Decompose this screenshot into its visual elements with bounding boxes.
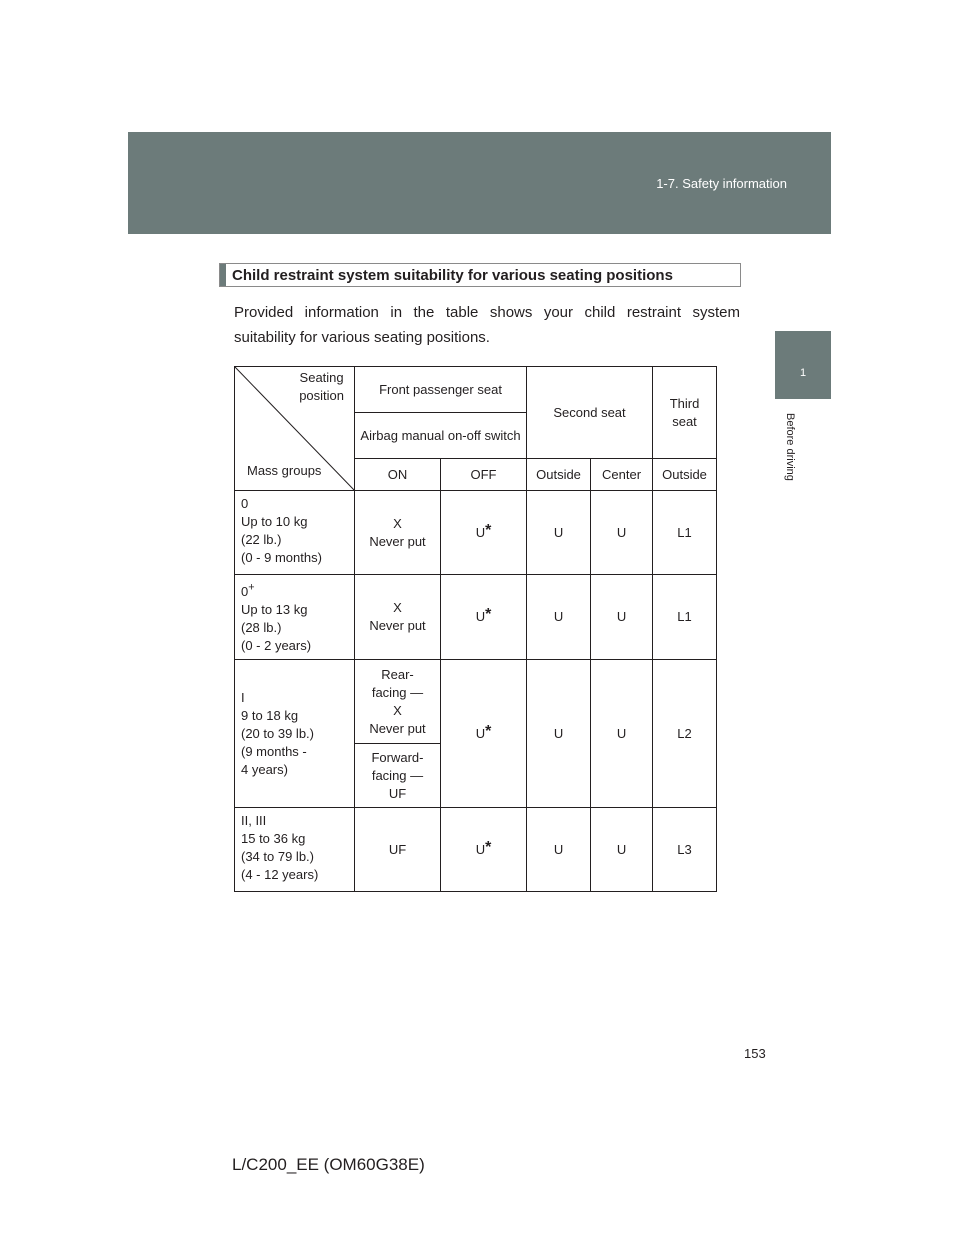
corner-header-cell bbox=[235, 367, 355, 491]
off-cell bbox=[441, 808, 527, 892]
document-code: L/C200_EE (OM60G38E) bbox=[232, 1155, 425, 1174]
mass-groups-label: Mass groups bbox=[247, 463, 322, 478]
second-outside-cell: U bbox=[527, 575, 591, 660]
off-value: U bbox=[475, 609, 486, 625]
mass-group-cell bbox=[235, 575, 355, 660]
chapter-number: 1 bbox=[799, 367, 807, 379]
mass-group-label: 0+ bbox=[241, 582, 255, 600]
mass-line: (4 - 12 years) bbox=[241, 867, 319, 883]
chapter-label: Before driving bbox=[784, 413, 796, 481]
mass-line: Up to 13 kg bbox=[241, 602, 308, 618]
chapter-tab bbox=[775, 331, 831, 399]
on-line: Rear- bbox=[381, 666, 414, 682]
off-cell bbox=[441, 660, 527, 808]
on-forward-facing-cell bbox=[355, 744, 441, 808]
mass-line: (0 - 9 months) bbox=[241, 550, 322, 565]
on-line: facing — bbox=[371, 767, 424, 783]
suitability-table bbox=[234, 366, 717, 892]
mass-group-cell bbox=[235, 491, 355, 575]
second-center-cell: U bbox=[591, 808, 653, 892]
second-center-cell: U bbox=[591, 575, 653, 660]
second-center-cell: U bbox=[591, 491, 653, 575]
mass-line: (9 months - bbox=[241, 743, 307, 759]
mass-line: (20 to 39 lb.) bbox=[241, 725, 314, 741]
mass-line: (22 lb.) bbox=[241, 532, 282, 547]
on-line: X bbox=[393, 515, 402, 531]
on-rear-facing-cell bbox=[355, 660, 441, 744]
off-cell bbox=[441, 575, 527, 660]
mass-line: 9 to 18 kg bbox=[241, 707, 299, 723]
third-cell: L2 bbox=[653, 660, 717, 808]
section-title: 1-7. Safety information bbox=[656, 176, 787, 191]
superscript-plus: + bbox=[248, 582, 255, 594]
table-row bbox=[235, 808, 717, 892]
on-line: UF bbox=[388, 785, 407, 801]
off-value: U bbox=[475, 841, 486, 857]
sub-header-off: OFF bbox=[441, 459, 527, 491]
footnote-star: * bbox=[485, 722, 492, 740]
third-cell: L1 bbox=[653, 575, 717, 660]
on-line: Never put bbox=[369, 533, 426, 549]
footnote-star: * bbox=[485, 838, 492, 856]
mass-line: 4 years) bbox=[241, 761, 288, 777]
sub-header-outside: Outside bbox=[527, 459, 591, 491]
seating-label-line: Seating bbox=[299, 370, 344, 385]
second-seat-header: Second seat bbox=[527, 367, 653, 459]
off-value: U bbox=[475, 725, 486, 741]
heading-accent-bar bbox=[220, 264, 226, 286]
on-line: Never put bbox=[369, 618, 426, 634]
sub-header-third-outside: Outside bbox=[653, 459, 717, 491]
seating-position-label bbox=[299, 369, 344, 405]
mass-line: 0 bbox=[241, 496, 249, 511]
mass-line: I bbox=[241, 689, 245, 705]
mass-group-cell bbox=[235, 660, 355, 808]
on-line: X bbox=[393, 702, 402, 718]
mass-line bbox=[241, 579, 348, 601]
off-value: U bbox=[475, 524, 486, 540]
second-outside-cell: U bbox=[527, 808, 591, 892]
on-line: Forward- bbox=[371, 749, 424, 765]
on-line: facing — bbox=[371, 684, 424, 700]
third-seat-header: Third seat bbox=[653, 367, 717, 459]
sub-header-on: ON bbox=[355, 459, 441, 491]
table-row bbox=[235, 491, 717, 575]
mass-line: II, III bbox=[241, 813, 267, 829]
footnote-star: * bbox=[485, 606, 492, 624]
header-band bbox=[128, 132, 831, 234]
on-cell: UF bbox=[355, 808, 441, 892]
section-heading bbox=[219, 263, 741, 287]
mass-line: (34 to 79 lb.) bbox=[241, 849, 314, 865]
front-passenger-header: Front passenger seat bbox=[355, 367, 527, 413]
second-outside-cell: U bbox=[527, 660, 591, 808]
on-line: X bbox=[393, 600, 402, 616]
off-cell bbox=[441, 491, 527, 575]
third-cell: L1 bbox=[653, 491, 717, 575]
airbag-switch-header: Airbag manual on-off switch bbox=[355, 413, 527, 459]
mass-line: (28 lb.) bbox=[241, 620, 282, 636]
seating-label-line: position bbox=[299, 388, 344, 403]
intro-paragraph: Provided information in the table shows your child restraint system suitability for various seating positions. bbox=[234, 304, 740, 346]
footnote-star: * bbox=[485, 521, 492, 539]
on-cell bbox=[355, 491, 441, 575]
on-line: Never put bbox=[369, 720, 426, 736]
table-row bbox=[235, 660, 717, 744]
mass-line: 15 to 36 kg bbox=[241, 831, 306, 847]
sub-header-center: Center bbox=[591, 459, 653, 491]
table-row bbox=[235, 575, 717, 660]
mass-line: (0 - 2 years) bbox=[241, 638, 312, 654]
third-cell: L3 bbox=[653, 808, 717, 892]
page-number: 153 bbox=[744, 1046, 766, 1061]
second-outside-cell: U bbox=[527, 491, 591, 575]
mass-line: Up to 10 kg bbox=[241, 514, 308, 529]
mass-group-cell bbox=[235, 808, 355, 892]
on-cell bbox=[355, 575, 441, 660]
heading-text: Child restraint system suitability for various seating positions bbox=[232, 267, 673, 284]
second-center-cell: U bbox=[591, 660, 653, 808]
